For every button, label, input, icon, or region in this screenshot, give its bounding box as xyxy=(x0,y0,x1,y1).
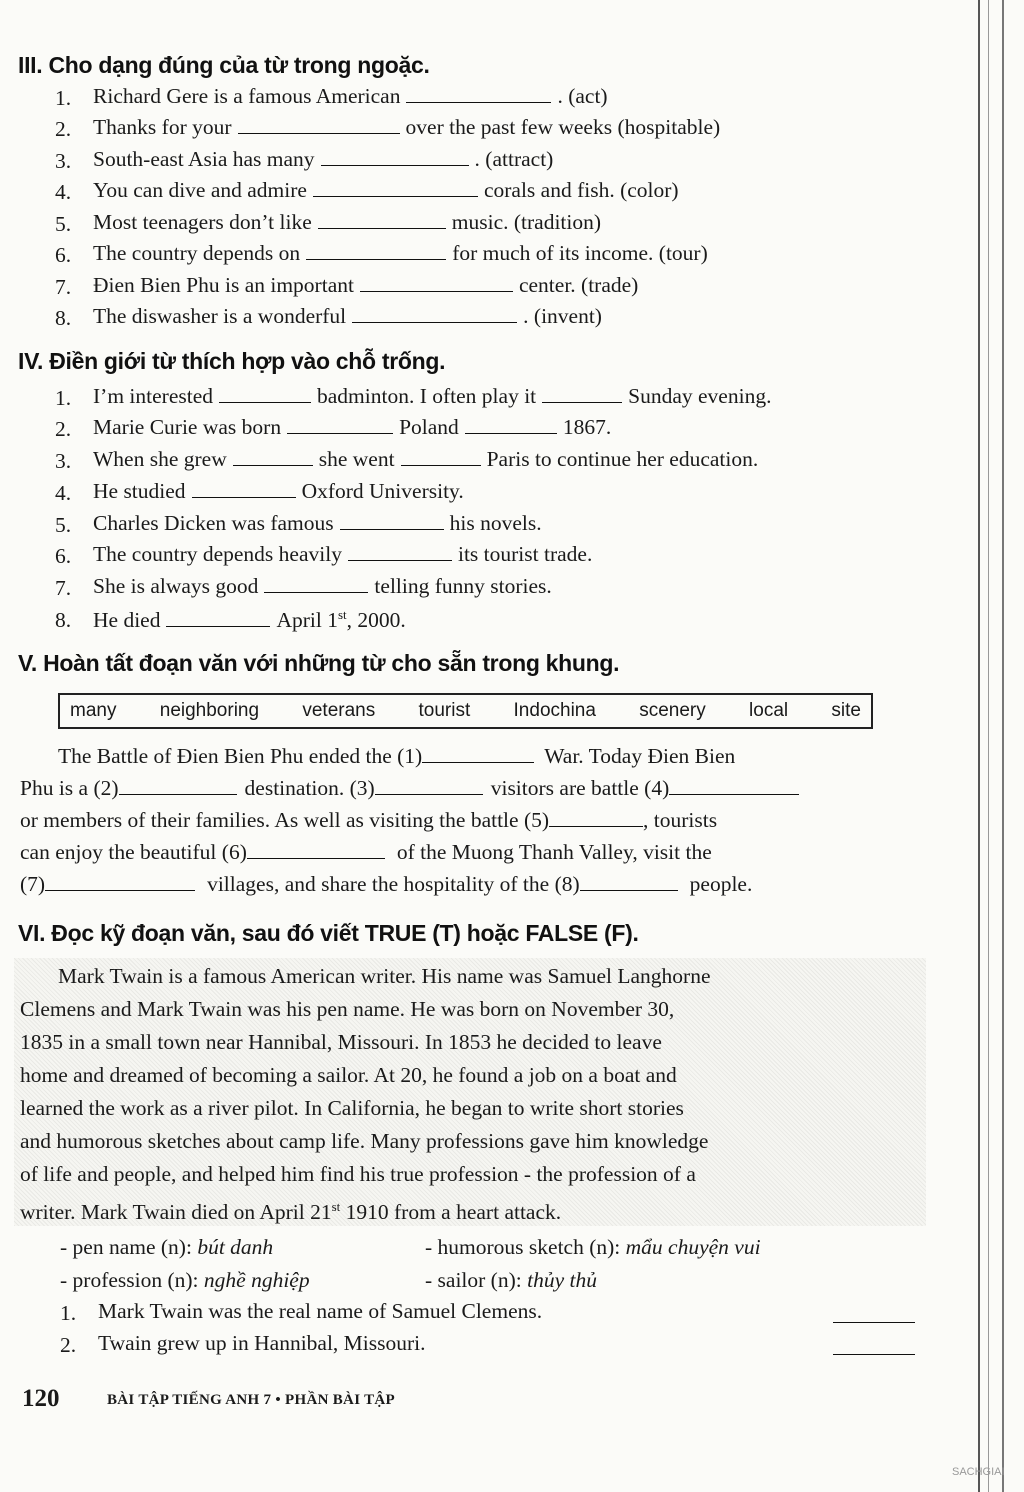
s4-item-6: The country depends heavily its tourist trade. xyxy=(93,542,593,566)
word-bank-item: site xyxy=(831,700,861,721)
blank[interactable] xyxy=(375,793,483,795)
section-3-title: III. Cho dạng đúng của từ trong ngoặc. xyxy=(18,52,430,78)
blank[interactable] xyxy=(238,132,400,134)
section-5-title: V. Hoàn tất đoạn văn với những từ cho sẵn trong khung. xyxy=(18,650,620,676)
s3-num-3: 3. xyxy=(55,149,72,173)
blank[interactable] xyxy=(264,591,368,593)
s4-item-1: I’m interested badminton. I often play it Sunday evening. xyxy=(93,384,772,408)
word-bank-item: many xyxy=(70,700,117,721)
blank[interactable] xyxy=(306,258,446,260)
glossary-sailor: - sailor (n): thủy thủ xyxy=(425,1268,597,1292)
word-box xyxy=(58,693,873,729)
s3-num-6: 6. xyxy=(55,243,72,267)
s3-item-1: Richard Gere is a famous American . (act) xyxy=(93,84,608,108)
s4-item-5: Charles Dicken was famous his novels. xyxy=(93,511,542,535)
blank[interactable] xyxy=(549,825,643,827)
tf-item-2: Twain grew up in Hannibal, Missouri. xyxy=(98,1331,426,1355)
blank[interactable] xyxy=(422,761,534,763)
s4-item-8: He died April 1st, 2000. xyxy=(93,607,406,633)
s3-num-5: 5. xyxy=(55,212,72,236)
page-number: 120 xyxy=(22,1385,60,1412)
s4-num-7: 7. xyxy=(55,576,72,600)
s4-num-4: 4. xyxy=(55,481,72,505)
blank[interactable] xyxy=(542,401,622,403)
blank[interactable] xyxy=(119,793,237,795)
blank[interactable] xyxy=(406,101,551,103)
s3-item-3: South-east Asia has many . (attract) xyxy=(93,147,554,171)
watermark: SACHGIAI xyxy=(952,1466,1005,1478)
s3-item-7: Đien Bien Phu is an important center. (trade) xyxy=(93,273,639,297)
book-title: BÀI TẬP TIẾNG ANH 7 • PHẦN BÀI TẬP xyxy=(107,1392,396,1408)
passage-line-5: (7) villages, and share the hospitality of the (8) people. xyxy=(20,872,753,896)
passage-line-1: The Battle of Đien Bien Phu ended the (1) War. Today Đien Bien xyxy=(58,744,736,768)
s4-item-7: She is always good telling funny stories. xyxy=(93,574,552,598)
passage-line-4: can enjoy the beautiful (6) of the Muong Thanh Valley, visit the xyxy=(20,840,712,864)
blank[interactable] xyxy=(352,321,517,323)
s3-num-2: 2. xyxy=(55,117,72,141)
section-4-title: IV. Điền giới từ thích hợp vào chỗ trống. xyxy=(18,348,446,374)
blank[interactable] xyxy=(318,227,446,229)
reading-line-2: Clemens and Mark Twain was his pen name. He was born on November 30, xyxy=(20,997,675,1021)
s3-num-8: 8. xyxy=(55,306,72,330)
word-bank-item: tourist xyxy=(418,700,471,721)
s4-num-3: 3. xyxy=(55,449,72,473)
reading-line-3: 1835 in a small town near Hannibal, Missouri. In 1853 he decided to leave xyxy=(20,1030,662,1054)
tf-item-1: Mark Twain was the real name of Samuel Clemens. xyxy=(98,1299,543,1323)
word-bank-item: local xyxy=(749,700,789,721)
glossary-humorous-sketch: - humorous sketch (n): mẩu chuyện vui xyxy=(425,1235,761,1259)
blank[interactable] xyxy=(348,559,452,561)
reading-line-8: writer. Mark Twain died on April 21st 1910 from a heart attack. xyxy=(20,1199,562,1225)
s4-num-6: 6. xyxy=(55,544,72,568)
tf-answer-blank-2[interactable] xyxy=(833,1353,915,1355)
page-binding-edge xyxy=(978,0,989,1492)
passage-line-2: Phu is a (2) destination. (3) visitors are battle (4) xyxy=(20,772,799,805)
reading-line-7: of life and people, and helped him find his true profession - the profession of a xyxy=(20,1162,696,1186)
blank[interactable] xyxy=(287,432,393,434)
blank[interactable] xyxy=(45,889,195,891)
blank[interactable] xyxy=(233,464,313,466)
blank[interactable] xyxy=(360,290,513,292)
reading-line-5: learned the work as a river pilot. In California, he began to write short stories xyxy=(20,1096,684,1120)
s3-item-4: You can dive and admire corals and fish. (color) xyxy=(93,178,679,202)
reading-line-4: home and dreamed of becoming a sailor. At 20, he found a job on a boat and xyxy=(20,1063,677,1087)
s4-num-1: 1. xyxy=(55,386,72,410)
blank[interactable] xyxy=(580,889,678,891)
s3-item-6: The country depends on for much of its income. (tour) xyxy=(93,241,708,265)
s4-item-4: He studied Oxford University. xyxy=(93,479,464,503)
page-binding-line xyxy=(1002,0,1004,1492)
s4-num-5: 5. xyxy=(55,513,72,537)
s4-item-2: Marie Curie was born Poland 1867. xyxy=(93,415,612,439)
section-6-title: VI. Đọc kỹ đoạn văn, sau đó viết TRUE (T) hoặc FALSE (F). xyxy=(18,920,639,946)
s4-item-3: When she grew she went Paris to continue her education. xyxy=(93,447,759,471)
blank[interactable] xyxy=(465,432,557,434)
blank[interactable] xyxy=(247,857,385,859)
s3-num-4: 4. xyxy=(55,180,72,204)
passage-line-3: or members of their families. As well as visiting the battle (5) , tourists xyxy=(20,808,718,832)
tf-answer-blank-1[interactable] xyxy=(833,1321,915,1323)
glossary-pen-name: - pen name (n): bút danh xyxy=(60,1235,274,1259)
s4-num-8: 8. xyxy=(55,608,72,632)
word-bank-item: scenery xyxy=(639,700,706,721)
word-bank-item: veterans xyxy=(302,700,376,721)
s3-num-1: 1. xyxy=(55,86,72,110)
tf-num-1: 1. xyxy=(60,1301,77,1325)
s3-item-5: Most teenagers don’t like music. (tradition) xyxy=(93,210,602,234)
blank[interactable] xyxy=(340,528,444,530)
blank[interactable] xyxy=(219,401,311,403)
blank[interactable] xyxy=(321,164,469,166)
tf-num-2: 2. xyxy=(60,1333,77,1357)
blank[interactable] xyxy=(192,496,296,498)
s4-num-2: 2. xyxy=(55,417,72,441)
blank[interactable] xyxy=(313,195,478,197)
s3-item-8: The diswasher is a wonderful . (invent) xyxy=(93,304,602,328)
s3-item-2: Thanks for your over the past few weeks (hospitable) xyxy=(93,115,721,139)
blank[interactable] xyxy=(401,464,481,466)
glossary-profession: - profession (n): nghề nghiệp xyxy=(60,1268,310,1292)
word-bank-item: neighboring xyxy=(159,700,260,721)
blank[interactable] xyxy=(669,793,799,795)
blank[interactable] xyxy=(166,625,270,627)
s3-num-7: 7. xyxy=(55,275,72,299)
reading-line-6: and humorous sketches about camp life. Many professions gave him knowledge xyxy=(20,1129,709,1153)
word-bank-item: Indochina xyxy=(513,700,596,721)
reading-line-1: Mark Twain is a famous American writer. His name was Samuel Langhorne xyxy=(58,964,711,988)
